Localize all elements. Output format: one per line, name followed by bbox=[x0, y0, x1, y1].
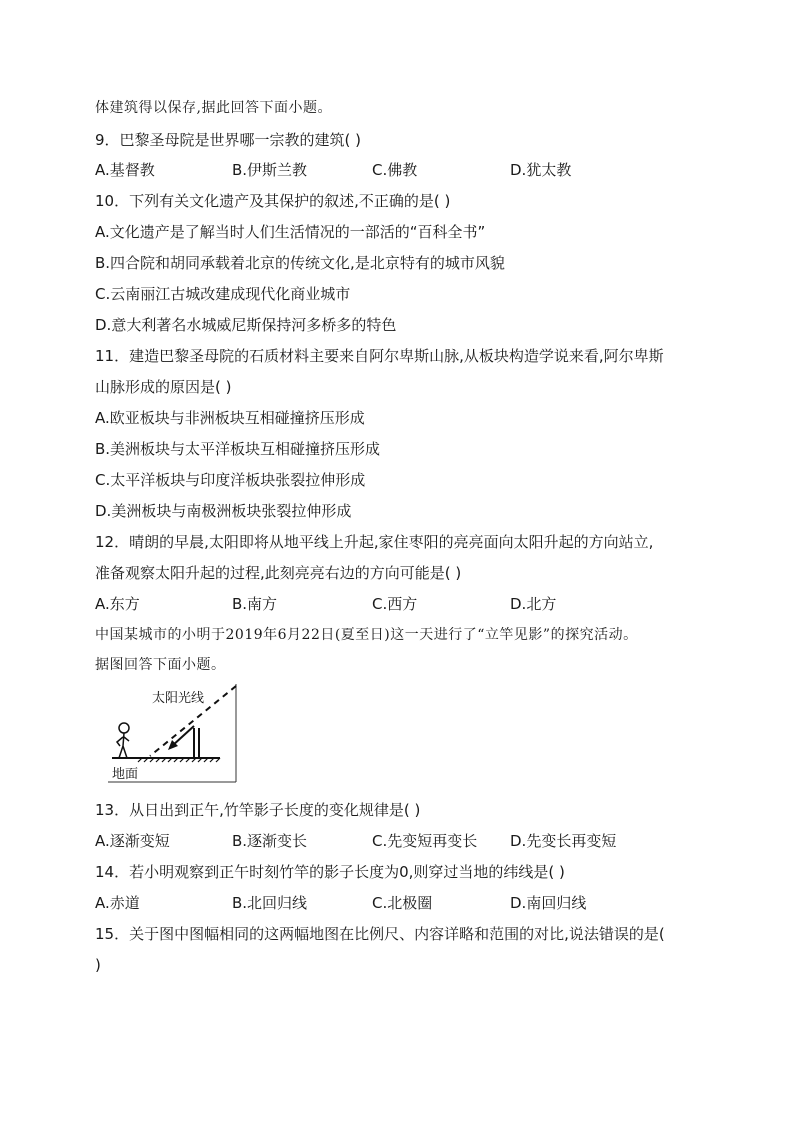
q10-option-d: D.意大利著名水城威尼斯保持河多桥多的特色 bbox=[95, 316, 397, 334]
q11-option-b: B.美洲板块与太平洋板块互相碰撞挤压形成 bbox=[95, 440, 381, 458]
q12-option-c: C.西方 bbox=[372, 595, 418, 613]
q9-option-c: C.佛教 bbox=[372, 161, 418, 179]
q13-option-b: B.逐渐变长 bbox=[232, 832, 308, 850]
q13-option-d: D.先变长再变短 bbox=[510, 832, 617, 850]
passage-intro-text: 体建筑得以保存,据此回答下面小题。 bbox=[95, 100, 332, 116]
q12-option-b: B.南方 bbox=[232, 595, 278, 613]
q12-option-d: D.北方 bbox=[510, 595, 557, 613]
question-12-stem-line2: 准备观察太阳升起的过程,此刻亮亮右边的方向可能是( ) bbox=[95, 564, 462, 582]
q11-option-d: D.美洲板块与南极洲板块张裂拉伸形成 bbox=[95, 502, 352, 520]
question-10-stem: 10．下列有关文化遗产及其保护的叙述,不正确的是( ) bbox=[95, 192, 451, 210]
q10-option-c: C.云南丽江古城改建成现代化商业城市 bbox=[95, 285, 351, 303]
question-9-stem: 9．巴黎圣母院是世界哪一宗教的建筑( ) bbox=[95, 131, 362, 149]
passage-intro-2-line1: 中国某城市的小明于2019年6月22日(夏至日)这一天进行了“立竿见影”的探究活动。 bbox=[95, 627, 638, 643]
q14-option-b: B.北回归线 bbox=[232, 894, 308, 912]
q10-option-b: B.四合院和胡同承载着北京的传统文化,是北京特有的城市风貌 bbox=[95, 254, 505, 272]
person-icon bbox=[117, 723, 129, 758]
sun-ray-label: 太阳光线 bbox=[152, 691, 205, 706]
ground-label: 地面 bbox=[112, 767, 139, 782]
passage-intro-2-line2: 据图回答下面小题。 bbox=[95, 657, 226, 673]
question-11-stem-line2: 山脉形成的原因是( ) bbox=[95, 378, 232, 396]
q13-option-c: C.先变短再变长 bbox=[372, 832, 478, 850]
question-13-stem: 13．从日出到正午,竹竿影子长度的变化规律是( ) bbox=[95, 801, 421, 819]
question-15-stem-line1: 15．关于图中图幅相同的这两幅地图在比例尺、内容详略和范围的对比,说法错误的是( bbox=[95, 925, 665, 943]
q14-option-a: A.赤道 bbox=[95, 894, 140, 912]
q9-option-b: B.伊斯兰教 bbox=[232, 161, 308, 179]
q14-option-d: D.南回归线 bbox=[510, 894, 587, 912]
q13-option-a: A.逐渐变短 bbox=[95, 832, 170, 850]
question-15-stem-line2: ) bbox=[95, 956, 101, 974]
q9-option-d: D.犹太教 bbox=[510, 161, 572, 179]
question-14-stem: 14．若小明观察到正午时刻竹竿的影子长度为0,则穿过当地的纬线是( ) bbox=[95, 863, 565, 881]
question-11-stem-line1: 11．建造巴黎圣母院的石质材料主要来自阿尔卑斯山脉,从板块构造学说来看,阿尔卑斯 bbox=[95, 347, 664, 365]
question-12-stem-line1: 12．晴朗的早晨,太阳即将从地平线上升起,家住枣阳的亮亮面向太阳升起的方向站立, bbox=[95, 533, 654, 551]
shadow-experiment-figure bbox=[108, 684, 238, 784]
q12-option-a: A.东方 bbox=[95, 595, 140, 613]
q14-option-c: C.北极圈 bbox=[372, 894, 433, 912]
q11-option-c: C.太平洋板块与印度洋板块张裂拉伸形成 bbox=[95, 471, 366, 489]
q10-option-a: A.文化遗产是了解当时人们生活情况的一部活的“百科全书” bbox=[95, 223, 486, 241]
q9-option-a: A.基督教 bbox=[95, 161, 155, 179]
q11-option-a: A.欧亚板块与非洲板块互相碰撞挤压形成 bbox=[95, 409, 365, 427]
